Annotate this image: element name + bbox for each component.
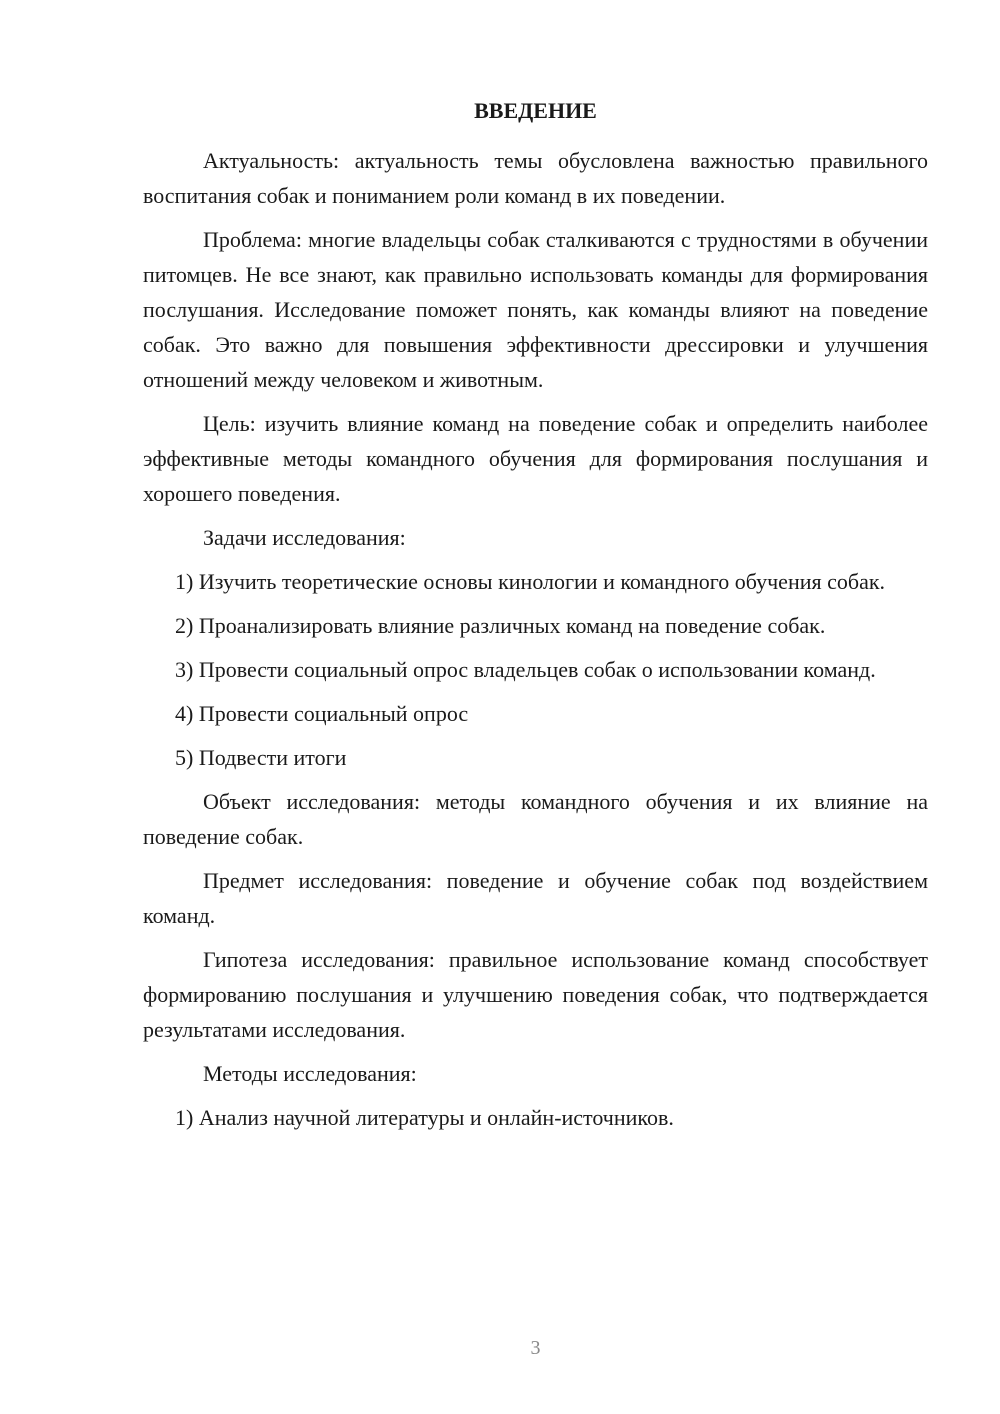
list-item-task-5: 5) Подвести итоги	[175, 745, 347, 770]
paragraph-methods-heading: Методы исследования:	[203, 1061, 417, 1086]
list-item-task-2: 2) Проанализировать влияние различных команд на поведение собак.	[175, 613, 826, 638]
section-title: ВВЕДЕНИЕ	[474, 98, 597, 123]
list-item-method-1: 1) Анализ научной литературы и онлайн-источников.	[175, 1105, 674, 1130]
page-number: 3	[530, 1337, 541, 1359]
paragraph-object: Объект исследования: методы командного обучения и их влияние на поведение собак.	[143, 789, 928, 849]
paragraph-tasks-heading: Задачи исследования:	[203, 525, 406, 550]
paragraph-problem: Проблема: многие владельцы собак сталкиваются с трудностями в обучении питомцев. Не все знают, как правильно использовать команды для формирования послушания. Исследование поможет понять, как команды влияют на поведение собак. Это важно для повышения эффективности дрессировки и улучшения отношений между человеком и животным.	[143, 227, 928, 392]
paragraph-goal: Цель: изучить влияние команд на поведение собак и определить наиболее эффективные методы командного обучения для формирования послушания и хорошего поведения.	[143, 411, 928, 506]
paragraph-hypothesis: Гипотеза исследования: правильное использование команд способствует формированию послушания и улучшению поведения собак, что подтверждается результатами исследования.	[143, 947, 928, 1042]
list-item-task-3: 3) Провести социальный опрос владельцев собак о использовании команд.	[175, 657, 876, 682]
paragraph-subject: Предмет исследования: поведение и обучение собак под воздействием команд.	[143, 868, 928, 928]
document-body	[143, 143, 928, 1144]
list-item-task-4: 4) Провести социальный опрос	[175, 701, 469, 726]
document-page	[143, 0, 928, 1414]
paragraph-relevance: Актуальность: актуальность темы обусловлена важностью правильного воспитания собак и пониманием роли команд в их поведении.	[143, 148, 928, 208]
list-item-task-1: 1) Изучить теоретические основы кинологии и командного обучения собак.	[175, 569, 886, 594]
